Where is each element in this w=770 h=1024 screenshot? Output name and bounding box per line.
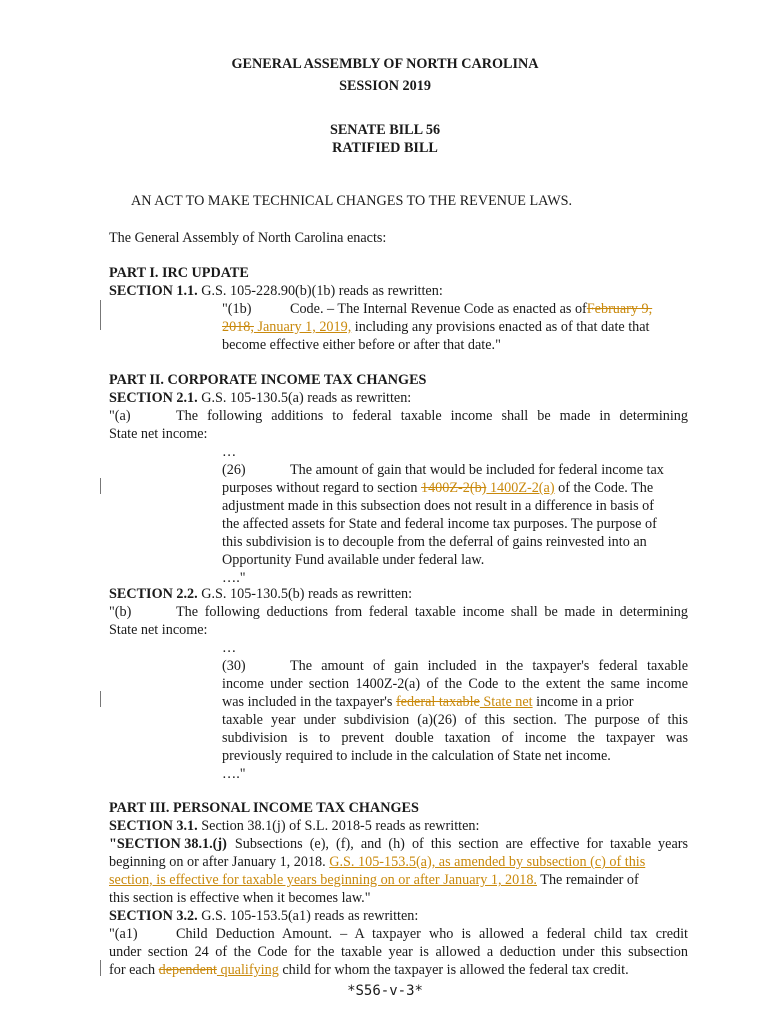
item-text: income under section 1400Z-2(a) of the Code to the extent the same income <box>222 676 688 692</box>
item-30 <box>222 657 688 783</box>
section-label: SECTION 3.1. <box>109 818 198 834</box>
item-26 <box>222 461 688 587</box>
item-text: adjustment made in this subsection does not result in a difference in basis of <box>222 498 654 514</box>
item-text: this section is effective when it becomes law." <box>109 890 371 906</box>
item-text: taxable year under subdivision (a)(26) of this section. The purpose of this <box>222 712 688 728</box>
item-text: for each <box>109 962 159 978</box>
act-title: AN ACT TO MAKE TECHNICAL CHANGES TO THE REVENUE LAWS. <box>131 193 573 209</box>
deleted-text: federal taxable <box>395 694 480 710</box>
section-3-1 <box>109 817 479 835</box>
section-label: SECTION 2.1. <box>109 390 198 406</box>
section-text: G.S. 105-228.90(b)(1b) reads as rewritten: <box>201 283 443 299</box>
item-text: the affected assets for State and federal income tax purposes. The purpose of <box>222 516 657 532</box>
item-number: "(1b) <box>222 301 252 317</box>
item-text: was included in the taxpayer's <box>222 694 396 710</box>
deleted-text: 2018, <box>222 319 254 335</box>
subsection-a1 <box>109 925 688 979</box>
bill-number: SENATE BILL 56 <box>329 122 441 138</box>
item-text: beginning on or after January 1, 2018. <box>109 854 330 870</box>
inserted-text: G.S. 105-153.5(a), as amended by subsection (c) of this <box>329 854 646 870</box>
deleted-text: 1400Z-2(b) <box>420 480 487 496</box>
section-3-2 <box>109 907 418 925</box>
item-text: The following additions to federal taxable income shall be made in determining <box>176 408 688 424</box>
item-number: (30) <box>222 658 246 674</box>
session-heading: SESSION 2019 <box>339 78 431 94</box>
ellipsis: … <box>222 640 237 656</box>
inserted-text: January 1, 2019, <box>253 319 352 335</box>
section-label: "SECTION 38.1.(j) <box>109 836 227 852</box>
item-number: "(a) <box>109 408 131 424</box>
section-2-1 <box>109 389 411 407</box>
item-text: including any provisions enacted as of that date that <box>351 319 650 335</box>
enacting-clause: The General Assembly of North Carolina enacts: <box>109 230 387 246</box>
section-label: SECTION 1.1. <box>109 283 198 299</box>
item-text: The amount of gain included in the taxpayer's federal taxable <box>290 658 688 674</box>
inserted-text: section, is effective for taxable years beginning on or after January 1, 2018. <box>109 872 537 888</box>
deleted-text: February 9, <box>586 301 653 317</box>
quote-1b <box>222 300 688 354</box>
change-bar <box>100 478 101 494</box>
item-text: State net income: <box>109 426 208 442</box>
change-bar <box>100 691 101 707</box>
section-label: SECTION 2.2. <box>109 586 198 602</box>
item-text: this subdivision is to decouple from the deferral of gains reinvested into an <box>222 534 647 550</box>
inserted-text: qualifying <box>216 962 279 978</box>
subsection-a <box>109 407 688 425</box>
item-text: State net income: <box>109 622 208 638</box>
part2-heading: PART II. CORPORATE INCOME TAX CHANGES <box>109 372 427 388</box>
item-text: The amount of gain that would be included for federal income tax <box>290 462 664 478</box>
change-bar <box>100 960 101 976</box>
section-38-1-j <box>109 835 688 907</box>
part1-heading: PART I. IRC UPDATE <box>109 265 249 281</box>
item-text: Opportunity Fund available under federal law. <box>222 552 485 568</box>
section-2-2 <box>109 585 412 603</box>
section-text: G.S. 105-130.5(b) reads as rewritten: <box>201 586 413 602</box>
assembly-heading: GENERAL ASSEMBLY OF NORTH CAROLINA <box>231 56 539 72</box>
section-1-1 <box>109 282 443 300</box>
inserted-text: 1400Z-2(a) <box>486 480 555 496</box>
closing-quote: …." <box>222 766 246 782</box>
item-number: "(b) <box>109 604 132 620</box>
item-text: of the Code. The <box>554 480 654 496</box>
item-text: Code. – The Internal Revenue Code as enacted as of <box>290 301 587 317</box>
section-text: G.S. 105-130.5(a) reads as rewritten: <box>201 390 412 406</box>
bill-status: RATIFIED BILL <box>332 140 438 156</box>
item-number: (26) <box>222 462 246 478</box>
item-text: purposes without regard to section <box>222 480 421 496</box>
item-number: "(a1) <box>109 926 138 942</box>
item-text: income in a prior <box>532 694 634 710</box>
part3-heading: PART III. PERSONAL INCOME TAX CHANGES <box>109 800 419 816</box>
item-text: The following deductions from federal taxable income shall be made in determining <box>176 604 688 620</box>
section-label: SECTION 3.2. <box>109 908 198 924</box>
item-text: previously required to include in the calculation of State net income. <box>222 748 611 764</box>
deleted-text: dependent <box>158 962 217 978</box>
subsection-b <box>109 603 688 621</box>
closing-quote: …." <box>222 570 246 586</box>
item-text: subdivision is to prevent double taxation of income the taxpayer was <box>222 730 688 746</box>
page-footer-id: *S56-v-3* <box>347 983 423 999</box>
item-text: Child Deduction Amount. – A taxpayer who is allowed a federal child tax credit <box>176 926 688 942</box>
item-text: child for whom the taxpayer is allowed the federal tax credit. <box>278 962 629 978</box>
inserted-text: State net <box>479 694 533 710</box>
ellipsis: … <box>222 444 237 460</box>
item-text: become effective either before or after that date." <box>222 337 501 353</box>
item-text: under section 24 of the Code for the taxable year is allowed a deduction under this subsection <box>109 944 688 960</box>
item-text: The remainder of <box>536 872 639 888</box>
change-bar <box>100 300 101 330</box>
section-text: Section 38.1(j) of S.L. 2018-5 reads as rewritten: <box>201 818 480 834</box>
item-text: Subsections (e), (f), and (h) of this section are effective for taxable years <box>234 836 688 852</box>
section-text: G.S. 105-153.5(a1) reads as rewritten: <box>201 908 419 924</box>
